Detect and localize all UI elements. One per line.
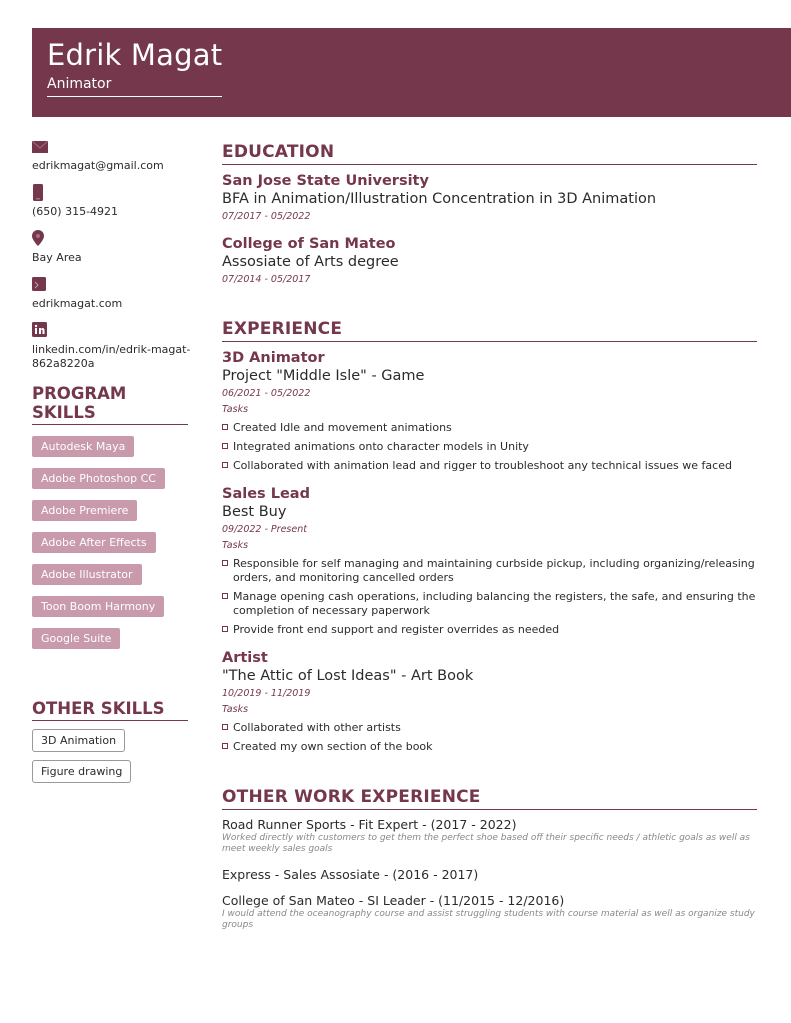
skill-tag: Adobe Premiere <box>32 500 137 521</box>
job-org: "The Attic of Lost Ideas" - Art Book <box>222 668 474 684</box>
resume-name: Edrik Magat <box>47 38 223 72</box>
contact-linkedin <box>32 322 192 371</box>
section-heading: EXPERIENCE <box>222 319 757 342</box>
task-item: Created Idle and movement animations <box>222 421 757 435</box>
education-entry <box>222 235 757 286</box>
experience-section <box>222 319 757 754</box>
bullet-icon <box>222 560 228 566</box>
date-range: 09/2022 - Present <box>222 524 307 535</box>
task-item: Manage opening cash operations, including balancing the registers, the safe, and ensuring the completion of necessary paperwork <box>222 590 757 618</box>
job-role: Sales Lead <box>222 486 310 502</box>
other-work-entry <box>222 893 757 931</box>
bullet-icon <box>222 593 228 599</box>
other-skill-list <box>32 721 192 783</box>
experience-entry <box>222 649 757 754</box>
task-item: Collaborated with other artists <box>222 721 757 735</box>
tasks-label: Tasks <box>222 704 249 715</box>
section-heading: EDUCATION <box>222 142 757 165</box>
contact-text[interactable]: linkedin.com/in/edrik-magat-862a8220a <box>32 343 191 370</box>
skill-tag: Google Suite <box>32 628 120 649</box>
skill-tag: 3D Animation <box>32 729 125 752</box>
bullet-icon <box>222 724 228 730</box>
task-item: Collaborated with animation lead and rigger to troubleshoot any technical issues we faced <box>222 459 757 473</box>
skill-tag-list <box>32 425 192 649</box>
task-item: Provide front end support and register overrides as needed <box>222 623 757 637</box>
program-skills-section <box>32 384 192 649</box>
contact-text[interactable]: edrikmagat.com <box>32 297 123 310</box>
contact-email <box>32 138 192 173</box>
email-icon <box>32 138 192 154</box>
contact-website <box>32 276 192 311</box>
phone-icon <box>32 184 192 200</box>
task-item: Integrated animations onto character models in Unity <box>222 440 757 454</box>
contact-phone <box>32 184 192 219</box>
contact-list <box>32 138 192 371</box>
date-range: 07/2017 - 05/2022 <box>222 211 311 222</box>
job-org: Best Buy <box>222 504 287 520</box>
other-work-entry <box>222 867 757 883</box>
education-entry <box>222 172 757 223</box>
other-work-entry <box>222 817 757 855</box>
bullet-icon <box>222 462 228 468</box>
task-list <box>222 421 757 473</box>
bullet-icon <box>222 424 228 430</box>
skill-tag: Adobe Illustrator <box>32 564 142 585</box>
degree: Assosiate of Arts degree <box>222 254 399 270</box>
tasks-label: Tasks <box>222 404 249 415</box>
task-item: Responsible for self managing and maintaining curbside pickup, including organizing/releasing orders, and monitoring cancelled orders <box>222 557 757 585</box>
date-range: 07/2014 - 05/2017 <box>222 274 311 285</box>
section-heading: OTHER SKILLS <box>32 699 188 721</box>
other-work-section <box>222 787 757 931</box>
job-role: 3D Animator <box>222 350 325 366</box>
experience-entry <box>222 349 757 473</box>
skill-tag: Adobe Photoshop CC <box>32 468 165 489</box>
section-heading: OTHER WORK EXPERIENCE <box>222 787 757 810</box>
experience-entry <box>222 485 757 637</box>
location-icon <box>32 230 192 246</box>
bullet-icon <box>222 743 228 749</box>
task-list <box>222 721 757 754</box>
work-description: I would attend the oceanography course and assist struggling students with course material as well as organize study groups <box>222 909 755 930</box>
right-column <box>222 142 757 931</box>
school-name: College of San Mateo <box>222 236 396 252</box>
tasks-label: Tasks <box>222 540 249 551</box>
contact-location <box>32 230 192 265</box>
school-name: San Jose State University <box>222 173 429 189</box>
skill-tag: Figure drawing <box>32 760 131 783</box>
date-range: 06/2021 - 05/2022 <box>222 388 311 399</box>
work-description: Worked directly with customers to get them the perfect shoe based off their specific needs / athletic goals as well as meet weekly sales goals <box>222 833 750 854</box>
resume-role: Animator <box>47 76 112 92</box>
work-title: Road Runner Sports - Fit Expert - (2017 - 2022) <box>222 817 517 832</box>
other-skills-section <box>32 699 192 783</box>
linkedin-icon <box>32 322 192 338</box>
website-icon <box>32 276 192 292</box>
education-section <box>222 142 757 286</box>
task-list <box>222 557 757 637</box>
work-title: College of San Mateo - SI Leader - (11/2015 - 12/2016) <box>222 893 565 908</box>
skill-tag: Toon Boom Harmony <box>32 596 164 617</box>
bullet-icon <box>222 626 228 632</box>
bullet-icon <box>222 443 228 449</box>
work-title: Express - Sales Assosiate - (2016 - 2017) <box>222 867 479 882</box>
job-role: Artist <box>222 650 268 666</box>
section-heading: PROGRAM SKILLS <box>32 384 188 425</box>
degree: BFA in Animation/Illustration Concentration in 3D Animation <box>222 191 657 207</box>
date-range: 10/2019 - 11/2019 <box>222 688 311 699</box>
left-column <box>32 138 192 783</box>
task-item: Created my own section of the book <box>222 740 757 754</box>
header-banner <box>32 28 791 117</box>
contact-text: Bay Area <box>32 251 82 264</box>
skill-tag: Autodesk Maya <box>32 436 134 457</box>
header-rule <box>47 96 222 97</box>
contact-text: (650) 315-4921 <box>32 205 119 218</box>
contact-text: edrikmagat@gmail.com <box>32 159 164 172</box>
skill-tag: Adobe After Effects <box>32 532 156 553</box>
job-org: Project "Middle Isle" - Game <box>222 368 425 384</box>
